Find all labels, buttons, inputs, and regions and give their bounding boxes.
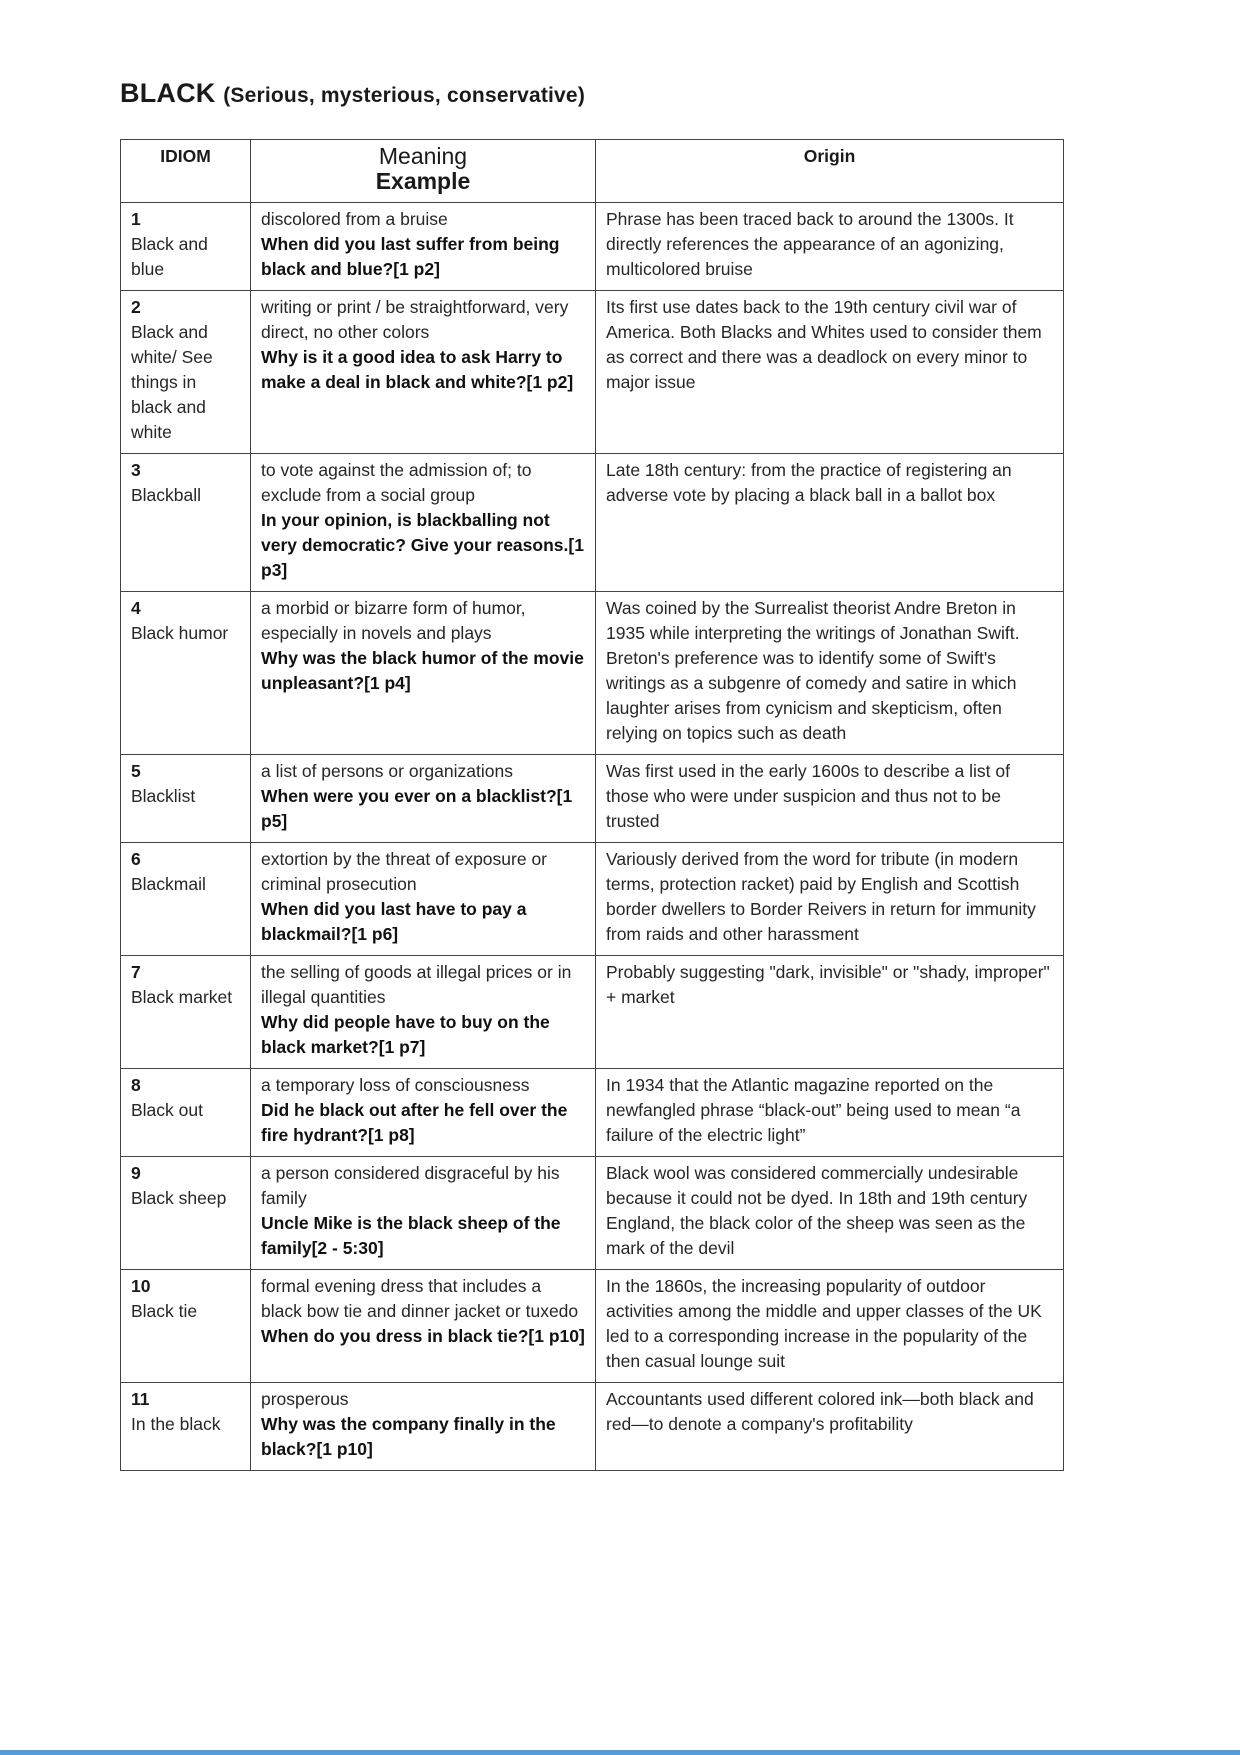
idiom-number: 11 — [131, 1389, 150, 1409]
table-row — [121, 1069, 1064, 1157]
idiom-number: 2 — [131, 297, 141, 317]
meaning-text: writing or print / be straightforward, very direct, no other colors — [261, 297, 569, 342]
idiom-cell — [121, 454, 251, 592]
meaning-cell — [251, 755, 596, 843]
header-meaning-label: Meaning — [378, 143, 468, 169]
origin-cell: Black wool was considered commercially undesirable because it could not be dyed. In 18th and 19th century England, the black color of the sheep was seen as the mark of the devil — [596, 1157, 1064, 1270]
header-example-label: Example — [375, 168, 471, 194]
origin-cell: Variously derived from the word for tribute (in modern terms, protection racket) paid by English and Scottish border dwellers to Border Reivers in return for immunity from raids and other harassment — [596, 843, 1064, 956]
meaning-text: prosperous — [261, 1389, 349, 1409]
table-row — [121, 291, 1064, 454]
example-text: Why was the company finally in the black?[1 p10] — [261, 1414, 556, 1459]
meaning-cell — [251, 454, 596, 592]
meaning-text: to vote against the admission of; to exclude from a social group — [261, 460, 532, 505]
table-row — [121, 956, 1064, 1069]
idiom-number: 5 — [131, 761, 141, 781]
idiom-number: 4 — [131, 598, 141, 618]
idiom-cell — [121, 592, 251, 755]
idiom-cell — [121, 1270, 251, 1383]
idiom-table — [120, 139, 1064, 1471]
example-text: In your opinion, is blackballing not very democratic? Give your reasons.[1 p3] — [261, 510, 584, 580]
example-text: Did he black out after he fell over the fire hydrant?[1 p8] — [261, 1100, 568, 1145]
meaning-cell — [251, 203, 596, 291]
table-row — [121, 1157, 1064, 1270]
table-row — [121, 454, 1064, 592]
idiom-number: 8 — [131, 1075, 141, 1095]
idiom-name: Black out — [131, 1100, 203, 1120]
idiom-cell — [121, 956, 251, 1069]
meaning-text: discolored from a bruise — [261, 209, 448, 229]
bottom-accent-bar — [0, 1750, 1240, 1755]
idiom-name: Blackmail — [131, 874, 206, 894]
idiom-number: 6 — [131, 849, 141, 869]
meaning-cell — [251, 291, 596, 454]
idiom-cell — [121, 203, 251, 291]
meaning-text: a list of persons or organizations — [261, 761, 513, 781]
example-text: When did you last suffer from being black and blue?[1 p2] — [261, 234, 560, 279]
origin-cell: Was coined by the Surrealist theorist Andre Breton in 1935 while interpreting the writings of Jonathan Swift. Breton's preference was to identify some of Swift's writings as a subgenre of comedy and satire in which laughter arises from cynicism and skepticism, often relying on topics such as death — [596, 592, 1064, 755]
origin-cell: Its first use dates back to the 19th century civil war of America. Both Blacks and Whites used to consider them as correct and there was a deadlock on every minor to major issue — [596, 291, 1064, 454]
example-text: Why is it a good idea to ask Harry to make a deal in black and white?[1 p2] — [261, 347, 574, 392]
idiom-number: 1 — [131, 209, 141, 229]
origin-cell: Probably suggesting "dark, invisible" or "shady, improper" + market — [596, 956, 1064, 1069]
header-cell-origin: Origin — [596, 140, 1064, 203]
meaning-text: the selling of goods at illegal prices or in illegal quantities — [261, 962, 572, 1007]
meaning-text: a person considered disgraceful by his family — [261, 1163, 560, 1208]
table-row — [121, 592, 1064, 755]
idiom-name: Blacklist — [131, 786, 196, 806]
page-title — [120, 78, 1240, 109]
meaning-cell — [251, 956, 596, 1069]
meaning-cell — [251, 1270, 596, 1383]
example-text: When were you ever on a blacklist?[1 p5] — [261, 786, 573, 831]
idiom-cell — [121, 843, 251, 956]
idiom-cell — [121, 1157, 251, 1270]
idiom-cell — [121, 1383, 251, 1471]
idiom-number: 9 — [131, 1163, 141, 1183]
title-subtitle: (Serious, mysterious, conservative) — [223, 84, 586, 107]
idiom-cell — [121, 755, 251, 843]
table-row — [121, 1270, 1064, 1383]
table-row — [121, 843, 1064, 956]
meaning-text: a morbid or bizarre form of humor, especially in novels and plays — [261, 598, 526, 643]
meaning-cell — [251, 1157, 596, 1270]
table-row — [121, 1383, 1064, 1471]
meaning-cell — [251, 1069, 596, 1157]
meaning-cell — [251, 843, 596, 956]
header-cell-idiom: IDIOM — [121, 140, 251, 203]
example-text: When do you dress in black tie?[1 p10] — [261, 1326, 585, 1346]
meaning-text: extortion by the threat of exposure or criminal prosecution — [261, 849, 547, 894]
header-row — [121, 140, 1064, 203]
origin-cell: In 1934 that the Atlantic magazine reported on the newfangled phrase “black-out” being used to mean “a failure of the electric light” — [596, 1069, 1064, 1157]
example-text: Why did people have to buy on the black market?[1 p7] — [261, 1012, 550, 1057]
meaning-cell — [251, 592, 596, 755]
example-text: When did you last have to pay a blackmail?[1 p6] — [261, 899, 527, 944]
meaning-text: formal evening dress that includes a black bow tie and dinner jacket or tuxedo — [261, 1276, 579, 1321]
meaning-text: a temporary loss of consciousness — [261, 1075, 530, 1095]
table-row — [121, 755, 1064, 843]
idiom-name: Black market — [131, 987, 233, 1007]
idiom-name: Black sheep — [131, 1188, 227, 1208]
meaning-cell — [251, 1383, 596, 1471]
title-main: BLACK — [120, 78, 216, 108]
idiom-cell — [121, 291, 251, 454]
origin-cell: Was first used in the early 1600s to describe a list of those who were under suspicion and thus not to be trusted — [596, 755, 1064, 843]
origin-cell: Late 18th century: from the practice of registering an adverse vote by placing a black ball in a ballot box — [596, 454, 1064, 592]
idiom-name: Black tie — [131, 1301, 198, 1321]
idiom-name: Black humor — [131, 623, 229, 643]
idiom-number: 3 — [131, 460, 141, 480]
origin-cell: Phrase has been traced back to around the 1300s. It directly references the appearance of an agonizing, multicolored bruise — [596, 203, 1064, 291]
idiom-table-header — [121, 140, 1064, 203]
idiom-cell — [121, 1069, 251, 1157]
header-cell-meaning-example — [251, 140, 596, 203]
origin-cell: Accountants used different colored ink—both black and red—to denote a company's profitability — [596, 1383, 1064, 1471]
table-row — [121, 203, 1064, 291]
idiom-number: 7 — [131, 962, 141, 982]
idiom-name: Black and white/ See things in black and white — [131, 322, 213, 442]
example-text: Why was the black humor of the movie unpleasant?[1 p4] — [261, 648, 584, 693]
idiom-name: Blackball — [131, 485, 202, 505]
origin-cell: In the 1860s, the increasing popularity of outdoor activities among the middle and upper classes of the UK led to a corresponding increase in the popularity of the then casual lounge suit — [596, 1270, 1064, 1383]
example-text: Uncle Mike is the black sheep of the family[2 - 5:30] — [261, 1213, 561, 1258]
idiom-name: In the black — [131, 1414, 221, 1434]
idiom-table-body — [121, 203, 1064, 1471]
idiom-number: 10 — [131, 1276, 151, 1296]
idiom-name: Black and blue — [131, 234, 208, 279]
